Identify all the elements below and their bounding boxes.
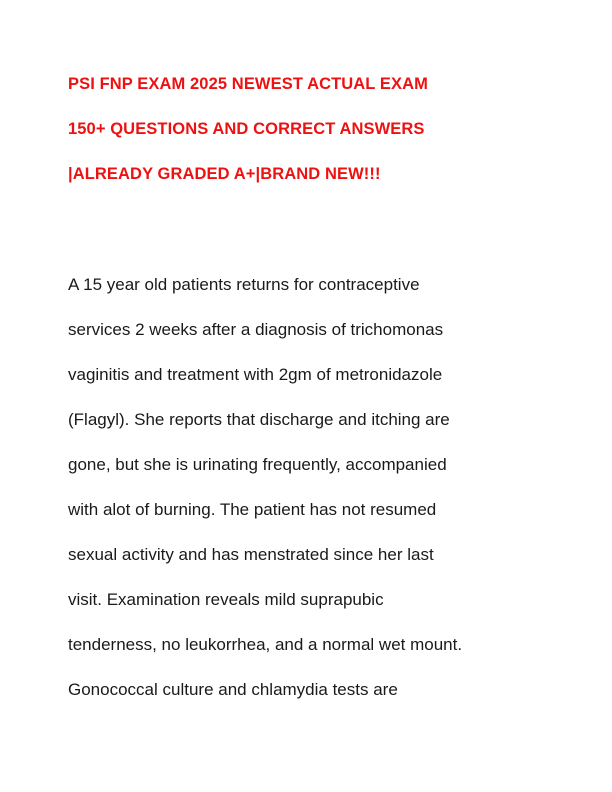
body-line-6: with alot of burning. The patient has not resumed	[68, 500, 437, 519]
body-line-8: visit. Examination reveals mild suprapubic	[68, 590, 384, 609]
body-line-1: A 15 year old patients returns for contraceptive	[68, 275, 420, 294]
body-line-10: Gonococcal culture and chlamydia tests are	[68, 680, 398, 699]
title-line-3: |ALREADY GRADED A+|BRAND NEW!!!	[68, 165, 381, 183]
body-line-7: sexual activity and has menstrated since her last	[68, 545, 434, 564]
body-line-3: vaginitis and treatment with 2gm of metronidazole	[68, 365, 443, 384]
document-title-block	[68, 62, 548, 197]
title-line-2: 150+ QUESTIONS AND CORRECT ANSWERS	[68, 120, 425, 138]
body-line-9: tenderness, no leukorrhea, and a normal wet mount.	[68, 635, 463, 654]
document-body-block	[68, 262, 550, 712]
body-line-2: services 2 weeks after a diagnosis of trichomonas	[68, 320, 444, 339]
body-line-4: (Flagyl). She reports that discharge and itching are	[68, 410, 450, 429]
title-line-1: PSI FNP EXAM 2025 NEWEST ACTUAL EXAM	[68, 75, 428, 93]
body-paragraph	[68, 262, 550, 712]
page-title	[68, 62, 548, 197]
body-line-5: gone, but she is urinating frequently, accompanied	[68, 455, 447, 474]
